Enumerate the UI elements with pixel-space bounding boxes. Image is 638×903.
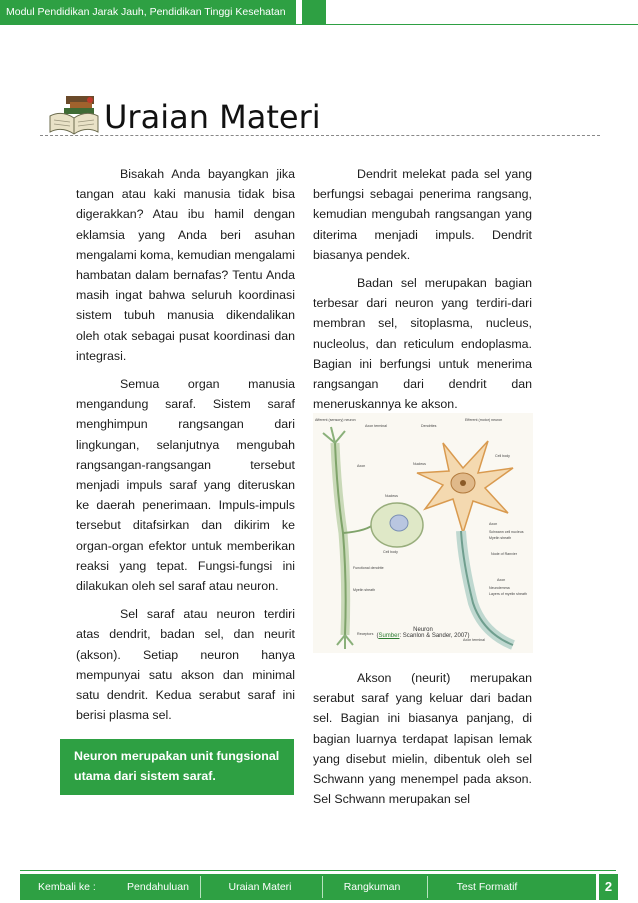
nav-link-pendahuluan[interactable]: Pendahuluan [127,881,189,893]
figure-caption [313,627,533,639]
page-number: 2 [599,874,618,900]
paragraph: Bisakah Anda bayangkan jika tangan atau kaki manusia tidak bisa digerakkan? Atau ibu hamil dengan eklamsia yang Anda beri asuhan mengalami koma, kemudian mengalami hambatan dalam bernafas? Tentu Anda masih ingat bahwa seluruh koordinasi sistem tubuh manusia dikendalikan oleh otak sebagai pusat koordinasi dan integrasi. [76,167,296,363]
figure-label: Node of Ranvier [491,552,517,556]
figure-caption-source: (Sumber: Scanlon & Sander, 2007) [376,633,470,639]
paragraph: Dendrit melekat pada sel yang berfungsi sebagai penerima rangsang, kemudian mengubah rangsangan yang diterima menjadi impuls. Dendrit biasanya pendek. [313,167,532,262]
figure-label: Axon [357,464,366,468]
paragraph: Sel saraf atau neuron terdiri atas dendrit, badan sel, dan neurit (akson). Setiap neuron hanya mempunyai satu akson dan minimal satu dendrit. Kedua serabut saraf ini berisi plasma sel. [76,607,295,723]
figure-label: Layers of myelin sheath [489,592,527,596]
figure-label: Neurolemma [489,586,510,590]
figure-label: Nucleus [385,494,398,498]
figure-label: Nucleus [413,462,426,466]
footer-nav [20,874,596,900]
figure-caption-title: Neuron [413,627,433,633]
figure-label: Axon [497,578,506,582]
figure-label: Receptors [357,632,374,636]
figure-label: Myelin sheath [353,588,376,592]
figure-label: Afferent (sensory) neuron [315,418,356,422]
nav-link-rangkuman[interactable]: Rangkuman [343,881,401,893]
figure-label: Cell body [383,550,398,554]
right-column-continued [313,668,532,817]
figure-label: Dendrites [421,424,437,428]
section-title: Uraian Materi [104,98,321,136]
section-title-block [40,92,600,144]
title-underline [40,135,600,136]
figure-label: Efferent (motor) neuron [465,418,503,422]
open-book-icon [46,94,102,136]
figure-label: Cell body [495,454,510,458]
figure-label: Myelin sheath [489,536,512,540]
figure-label: Axon terminal [463,638,485,642]
back-label: Kembali ke : [38,881,96,893]
neuron-figure [313,413,533,653]
right-column [313,164,532,422]
header-accent-block [302,0,326,24]
nav-separator [200,876,201,898]
figure-label: Axon terminal [365,424,387,428]
figure-label: Schwann cell nucleus [489,530,524,534]
figure-label: Axon [489,522,498,526]
nav-link-uraian-materi[interactable]: Uraian Materi [228,881,292,893]
neuron-diagram [313,413,533,653]
footer-divider [20,870,616,871]
nav-link-test-formatif[interactable]: Test Formatif [456,881,518,893]
paragraph: Akson (neurit) merupakan serabut saraf yang keluar dari badan sel. Bagian ini biasanya panjang, di bagian luarnya terdapat lapisan lemak yang disebut mielin, dibentuk oleh sel Schwann yang menempel pada akson. Sel Schwann merupakan sel [313,671,532,807]
header-divider [0,24,638,25]
figure-label: Functional dendrite [353,566,384,570]
paragraph: Semua organ manusia mengandung saraf. Sistem saraf menghimpun rangsangan dari lingkungan, selanjutnya mengubah rangsangan-rangsangan tersebut menjadi impuls saraf yang diteruskan ke daerah penerimaan. Impuls-impuls tersebut ditafsirkan dan dikirim ke organ-organ efektor untuk memberikan reaksi yang tepat. Fungsi-fungsi ini dilakukan oleh sel saraf atau neuron. [76,377,295,594]
paragraph: Badan sel merupakan bagian terbesar dari neuron yang terdiri-dari membran sel, sitoplasma, nucleus, nucleolus, dan reticulum endoplasma. Bagian ini berfungsi untuk menerima rangsangan dari dendrit dan meneruskannya ke akson. [313,276,532,412]
module-header-title: Modul Pendidikan Jarak Jauh, Pendidikan Tinggi Kesehatan [0,0,296,24]
left-column [76,164,295,733]
key-point-callout: Neuron merupakan unit fungsional utama dari sistem saraf. [60,739,294,795]
